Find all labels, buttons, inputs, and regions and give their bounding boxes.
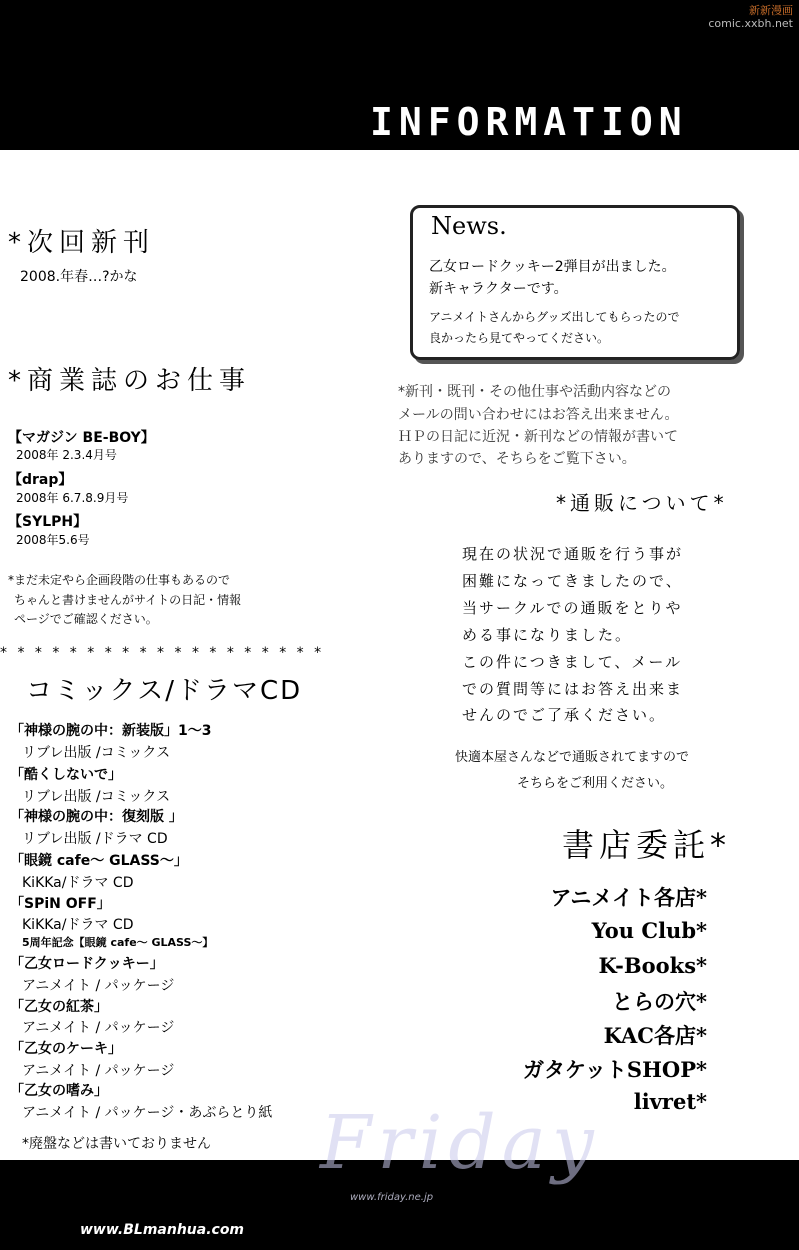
news-line: 乙女ロードクッキー2弾目が出ました。 [429, 259, 676, 275]
shop-name: K-Books* [598, 953, 707, 978]
news-line: 良かったら見てやってください。 [429, 331, 610, 345]
comic-title: 「乙女の紅茶」 [10, 999, 108, 1015]
next-release-text: 2008.年春…?かな [20, 269, 138, 285]
comic-detail: アニメイト / パッケージ・あぶらとり紙 [22, 1105, 273, 1121]
site-url: www.BLmanhua.com [80, 1222, 245, 1238]
shop-name: livret* [633, 1089, 707, 1114]
mail-order-line: せんのでご了承ください。 [462, 706, 667, 724]
commercial-note-line: ちゃんと書けませんがサイトの日記・情報 [14, 593, 242, 607]
news-line: 新キャラクターです。 [429, 281, 568, 297]
mail-order-heading: *通販について* [556, 491, 728, 515]
mail-order-note: 快適本屋さんなどで通販されてますので [455, 750, 690, 765]
comic-title: 5周年記念【眼鏡 cafe〜 GLASS〜】 [22, 936, 214, 949]
mail-note-line: ＨＰの日記に近況・新刊などの情報が書いて [398, 429, 678, 445]
shop-name: アニメイト各店* [550, 885, 707, 910]
mail-order-line: 当サークルでの通販をとりや [462, 599, 683, 617]
mail-order-note: そちらをご利用ください。 [517, 776, 674, 791]
comic-detail: アニメイト / パッケージ [22, 1063, 175, 1079]
watermark-line2: comic.xxbh.net [708, 17, 793, 30]
commercial-note-line: ページでご確認ください。 [14, 612, 158, 626]
watermark-top [708, 4, 793, 30]
shop-name: KAC各店* [603, 1023, 707, 1048]
mail-order-line: める事になりました。 [462, 626, 633, 644]
comic-title: 「SPiN OFF」 [10, 896, 111, 912]
friday-logo: Friday [320, 1100, 600, 1186]
star-divider: * * * * * * * * * * * * * * * * * * * [0, 645, 325, 661]
news-box [410, 205, 740, 360]
commercial-item-detail: 2008年 2.3.4月号 [16, 448, 117, 462]
comic-title: 「酷くしないで」 [10, 767, 122, 783]
mail-order-line: での質問等にはお答え出来ま [462, 680, 684, 698]
next-release-heading: *次回新刊 [8, 228, 156, 258]
mail-note-line: ありますので、そちらをご覧下さい。 [398, 451, 636, 467]
watermark-line1: 新新漫画 [749, 4, 793, 17]
comics-heading: コミックス/ドラマCD [26, 676, 303, 706]
commercial-item-name: 【drap】 [8, 472, 73, 488]
commercial-item-name: 【マガジン BE-BOY】 [8, 430, 155, 446]
shop-name: ガタケットSHOP* [522, 1057, 707, 1082]
shop-name: とらの穴* [612, 989, 707, 1014]
comic-detail: KiKKa/ドラマ CD [22, 875, 134, 891]
friday-logo-sub: www.friday.ne.jp [350, 1192, 434, 1203]
comic-title: 「乙女ロードクッキー」 [10, 956, 164, 972]
mail-order-line: 現在の状況で通販を行う事が [462, 545, 684, 563]
comic-title: 「神様の腕の中：復刻版 」 [10, 809, 183, 825]
news-title: News. [431, 212, 507, 240]
comic-title: 「神様の腕の中：新装版」1〜3 [10, 723, 212, 739]
commercial-heading: *商業誌のお仕事 [8, 366, 252, 396]
consignment-heading: 書店委託* [562, 826, 732, 864]
commercial-item-name: 【SYLPH】 [8, 514, 88, 530]
comic-detail: KiKKa/ドラマ CD [22, 917, 134, 933]
commercial-note-line: *まだ未定やら企画段階の仕事もあるので [8, 573, 231, 587]
comic-title: 「乙女のケーキ」 [10, 1041, 122, 1057]
commercial-item-detail: 2008年 6.7.8.9月号 [16, 491, 129, 505]
commercial-item-detail: 2008年5.6号 [16, 533, 90, 547]
mail-order-line: この件につきまして、メール [462, 653, 683, 671]
comic-detail: リブレ出版 /コミックス [22, 745, 171, 761]
mail-order-line: 困難になってきましたので、 [462, 572, 683, 590]
comic-detail: アニメイト / パッケージ [22, 1020, 175, 1036]
mail-note-line: *新刊・既刊・その他仕事や活動内容などの [398, 384, 671, 400]
comic-detail: リブレ出版 /ドラマ CD [22, 831, 168, 847]
comic-title: 「乙女の嗜み」 [10, 1083, 108, 1099]
comics-note: *廃盤などは書いておりません [22, 1136, 211, 1152]
news-line: アニメイトさんからグッズ出してもらったので [429, 310, 680, 324]
comic-title: 「眼鏡 cafe〜 GLASS〜」 [10, 853, 188, 869]
shop-name: You Club* [591, 918, 707, 943]
mail-note-line: メールの問い合わせにはお答え出来ません。 [398, 407, 679, 423]
comic-detail: アニメイト / パッケージ [22, 978, 175, 994]
comic-detail: リブレ出版 /コミックス [22, 789, 171, 805]
page-title: INFORMATION [370, 100, 688, 144]
